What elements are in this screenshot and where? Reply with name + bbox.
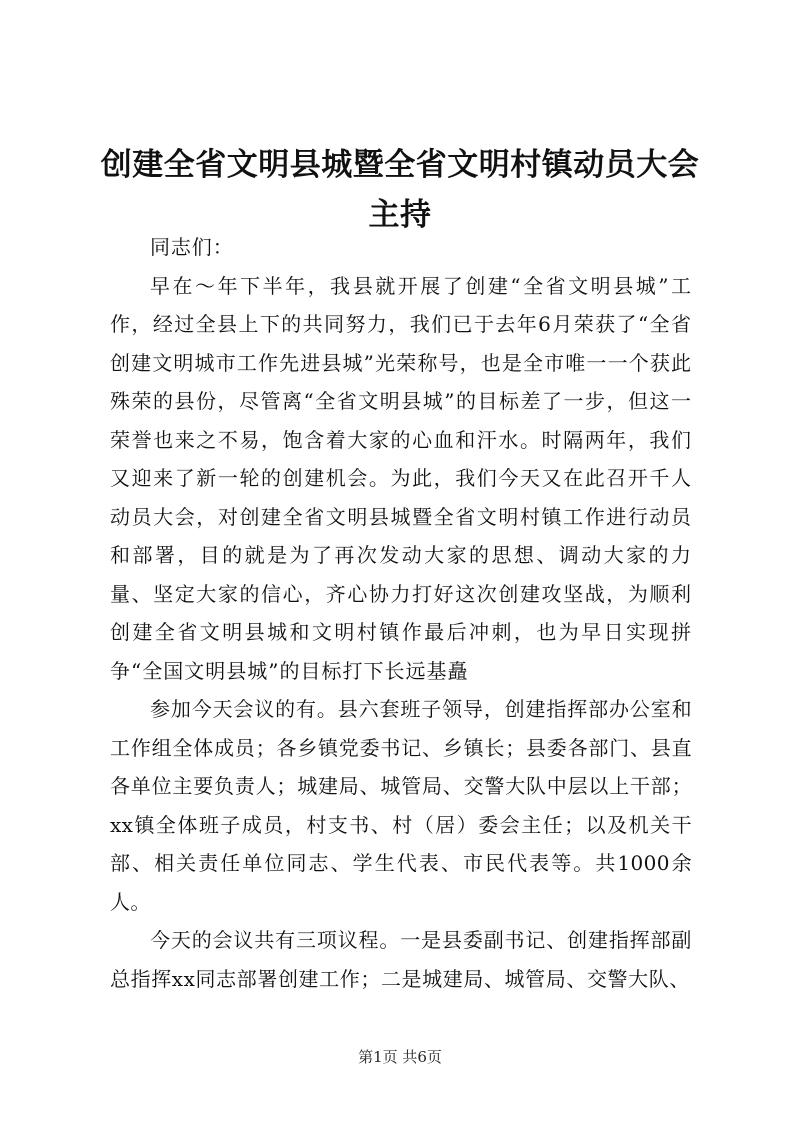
document-title: 创建全省文明县城暨全省文明村镇动员大会主持	[100, 147, 700, 233]
background-paragraph: 早在～年下半年，我县就开展了创建“全省文明县城”工作，经过全县上下的共同努力，我们已于去年6月荣获了“全省创建文明城市工作先进县城”光荣称号，也是全市唯一一个获此殊荣的县份，尽管离“全省文明县城”的目标差了一步，但这一荣誉也来之不易，饱含着大家的心血和汗水。时隔两年，我们又迎来了新一轮的创建机会。为此，我们今天又在此召开千人动员大会，对创建全省文明县城暨全省文明村镇工作进行动员和部署，目的就是为了再次发动大家的思想、调动大家的力量、坚定大家的信心，齐心协力打好这次创建攻坚战，为顺利创建全省文明县城和文明村镇作最后冲刺，也为早日实现拼争“全国文明县城”的目标打下长远基矗	[110, 273, 692, 683]
attendees-paragraph: 参加今天会议的有。县六套班子领导，创建指挥部办公室和工作组全体成员；各乡镇党委书记、乡镇长；县委各部门、县直各单位主要负责人；城建局、城管局、交警大队中层以上干部；xx镇全体班子成员，村支书、村（居）委会主任；以及机关干部、相关责任单位同志、学生代表、市民代表等。共1000余人。	[110, 697, 692, 914]
agenda-paragraph: 今天的会议共有三项议程。一是县委副书记、创建指挥部副总指挥xx同志部署创建工作；二是城建局、城管局、交警大队、	[110, 928, 692, 991]
document-body	[110, 228, 692, 998]
salutation-paragraph: 同志们：	[150, 235, 234, 259]
page-number-footer: 第1页 共6页	[358, 1048, 442, 1066]
